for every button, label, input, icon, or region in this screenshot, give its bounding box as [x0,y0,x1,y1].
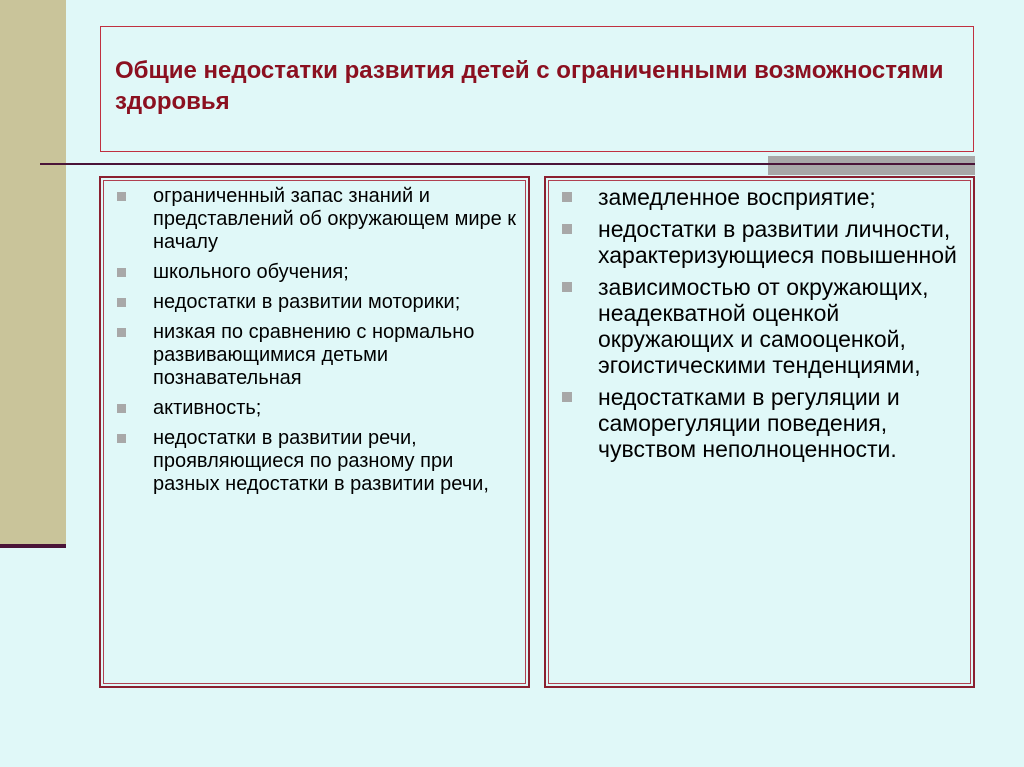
list-item [115,427,520,496]
list-item [560,184,965,210]
right-column-frame [544,176,975,688]
left-column-frame [99,176,530,688]
list-item [560,216,965,268]
square-bullet-icon [562,282,572,292]
square-bullet-icon [117,268,126,277]
left-bullet-list [115,185,520,503]
list-item-text: замедленное восприятие; [598,184,876,210]
list-item-text: недостатками в регуляции и саморегуляции поведения, чувством неполноценности. [598,384,900,462]
list-item [115,321,520,390]
list-item-text: школьного обучения; [153,261,349,283]
square-bullet-icon [117,328,126,337]
square-bullet-icon [562,192,572,202]
list-item [115,185,520,254]
list-item [560,274,965,378]
side-decor-bar [0,0,66,546]
divider-accent [768,156,975,175]
list-item-text: ограниченный запас знаний и представлений об окружающем мире к началу [153,185,517,253]
title-frame [100,26,974,152]
list-item-text: недостатки в развитии речи, проявляющиеся по разному при разных недостатки в развитии речи, [153,427,489,495]
list-item-text: недостатки в развитии личности, характеризующиеся повышенной [598,216,957,268]
list-item-text: низкая по сравнению с нормально развивающимися детьми познавательная [153,321,475,389]
square-bullet-icon [562,392,572,402]
list-item [115,261,520,284]
list-item-text: недостатки в развитии моторики; [153,291,461,313]
list-item-text: активность; [153,397,262,419]
square-bullet-icon [562,224,572,234]
square-bullet-icon [117,298,126,307]
right-bullet-list [560,184,965,468]
list-item-text: зависимостью от окружающих, неадекватной оценкой окружающих и самооценкой, эгоистическими тенденциями, [598,274,929,378]
square-bullet-icon [117,434,126,443]
square-bullet-icon [117,404,126,413]
list-item [115,397,520,420]
slide-title: Общие недостатки развития детей с ограниченными возможностями здоровья [115,57,944,115]
side-decor-line [0,544,66,548]
square-bullet-icon [117,192,126,201]
list-item [560,384,965,462]
list-item [115,291,520,314]
